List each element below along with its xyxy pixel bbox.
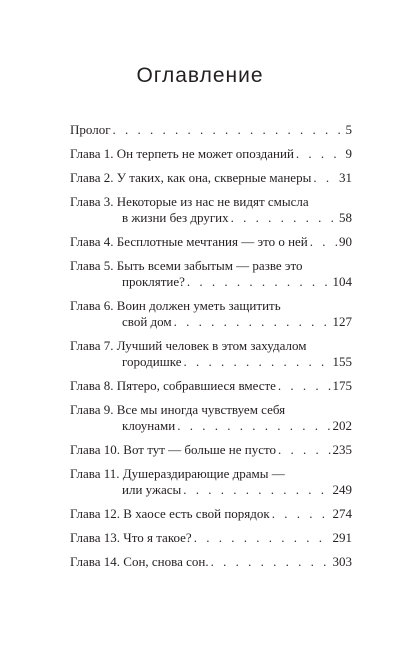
- toc-entry-title: Глава 13. Что я такое?: [70, 530, 192, 545]
- toc-page-number: 274: [332, 506, 352, 521]
- toc-entry-line: [70, 378, 352, 394]
- toc-entry-title: Глава 4. Бесплотные мечтания — это о ней: [70, 234, 308, 249]
- dot-leader: [296, 146, 344, 162]
- toc-entry-title: Глава 11. Душераздирающие драмы —: [70, 466, 285, 481]
- toc-entry-line: [70, 194, 352, 210]
- toc-entry-line: [70, 402, 352, 418]
- toc-entry-title: или ужасы: [122, 482, 182, 497]
- toc-entry-title: Глава 14. Сон, снова сон.: [70, 554, 209, 569]
- toc-page-number: 175: [332, 378, 352, 393]
- toc-entry-title: Глава 10. Вот тут — больше не пусто: [70, 442, 277, 457]
- toc-entry-title: городишке: [122, 354, 182, 369]
- dot-leader: [211, 554, 331, 570]
- toc-page-number: 104: [332, 274, 352, 289]
- toc-entry[interactable]: [70, 506, 352, 522]
- toc-page-number: 249: [332, 482, 352, 497]
- dot-leader: [231, 210, 337, 226]
- toc-entry-line: [70, 234, 352, 250]
- toc-page-number: 5: [345, 122, 352, 137]
- toc-entry-line: [70, 442, 352, 458]
- toc-entry-line: [70, 298, 352, 314]
- toc-entry-line: [70, 274, 352, 290]
- toc-entry-title: Глава 12. В хаосе есть свой порядок: [70, 506, 270, 521]
- toc-page-number: 90: [339, 234, 352, 249]
- toc-entry[interactable]: [70, 378, 352, 394]
- toc-entry-title: Глава 6. Воин должен уметь защитить: [70, 298, 281, 313]
- dot-leader: [313, 170, 337, 186]
- toc-entry[interactable]: [70, 170, 352, 186]
- toc-entry-title: Глава 7. Лучший человек в этом захудалом: [70, 338, 307, 353]
- toc-page-number: 303: [332, 554, 352, 569]
- dot-leader: [194, 530, 331, 546]
- page-title: Оглавление: [136, 64, 264, 87]
- toc-entry[interactable]: [70, 122, 352, 138]
- toc-entry-line: [70, 170, 352, 186]
- toc-page-number: 155: [332, 354, 352, 369]
- toc-page-number: 202: [332, 418, 352, 433]
- toc-entry[interactable]: [70, 442, 352, 458]
- dot-leader: [187, 274, 331, 290]
- toc-entry-title: Глава 5. Быть всеми забытым — разве это: [70, 258, 303, 273]
- toc-entry-title: Глава 2. У таких, как она, скверные манеры: [70, 170, 312, 185]
- dot-leader: [174, 314, 331, 330]
- dot-leader: [278, 442, 330, 458]
- toc-entry-title: Глава 1. Он терпеть не может опозданий: [70, 146, 294, 161]
- toc-entry[interactable]: [70, 530, 352, 546]
- toc-page-number: 58: [339, 210, 352, 225]
- toc-entry[interactable]: [70, 194, 352, 226]
- toc-entry-title: клоунами: [122, 418, 176, 433]
- toc-entry[interactable]: [70, 338, 352, 370]
- toc-entry-title: Пролог: [70, 122, 111, 137]
- toc-entry-line: [70, 482, 352, 498]
- toc-entry-line: [70, 338, 352, 354]
- dot-leader: [183, 354, 330, 370]
- toc-entry-title: в жизни без других: [122, 210, 229, 225]
- dot-leader: [183, 482, 330, 498]
- toc-entry-line: [70, 146, 352, 162]
- dot-leader: [272, 506, 331, 522]
- toc-page-number: 291: [332, 530, 352, 545]
- toc-entry-title: проклятие?: [122, 274, 185, 289]
- toc-entry[interactable]: [70, 234, 352, 250]
- toc-page-number: 127: [332, 314, 352, 329]
- toc-page-number: 31: [339, 170, 352, 185]
- toc-entry-line: [70, 530, 352, 546]
- table-of-contents: [70, 122, 352, 578]
- toc-entry-line: [70, 314, 352, 330]
- toc-entry-title: Глава 9. Все мы иногда чувствуем себя: [70, 402, 286, 417]
- toc-page-number: 235: [332, 442, 352, 457]
- toc-entry-title: Глава 3. Некоторые из нас не видят смысла: [70, 194, 309, 209]
- toc-entry[interactable]: [70, 146, 352, 162]
- toc-entry-line: [70, 418, 352, 434]
- toc-entry-title: Глава 8. Пятеро, собравшиеся вместе: [70, 378, 276, 393]
- toc-entry-title: свой дом: [122, 314, 172, 329]
- toc-entry[interactable]: [70, 554, 352, 570]
- dot-leader: [310, 234, 337, 250]
- toc-entry-line: [70, 122, 352, 138]
- toc-entry[interactable]: [70, 402, 352, 434]
- toc-entry-line: [70, 258, 352, 274]
- toc-page-number: 9: [345, 146, 352, 161]
- toc-entry-line: [70, 466, 352, 482]
- dot-leader: [278, 378, 331, 394]
- toc-entry-line: [70, 354, 352, 370]
- toc-entry[interactable]: [70, 258, 352, 290]
- toc-entry-line: [70, 554, 352, 570]
- toc-entry-line: [70, 210, 352, 226]
- toc-entry[interactable]: [70, 466, 352, 498]
- dot-leader: [177, 418, 330, 434]
- toc-entry[interactable]: [70, 298, 352, 330]
- toc-entry-line: [70, 506, 352, 522]
- dot-leader: [113, 122, 344, 138]
